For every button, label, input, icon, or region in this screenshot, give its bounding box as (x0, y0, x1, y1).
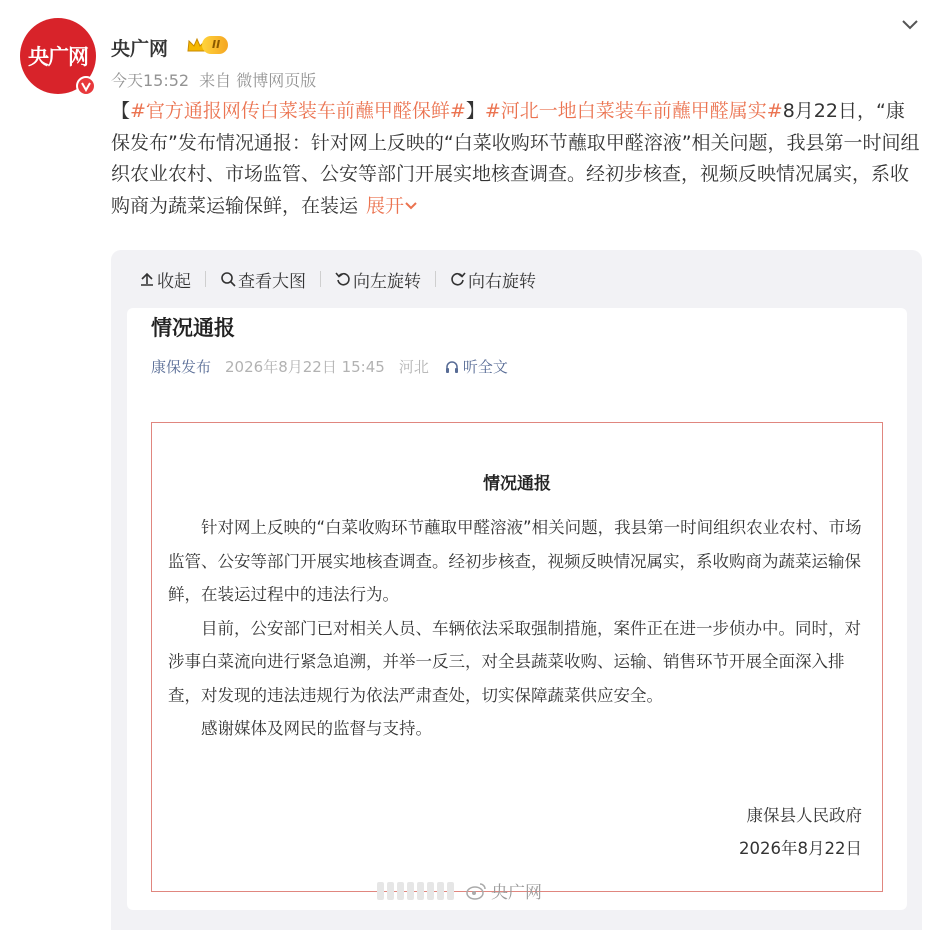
expand-button[interactable] (366, 195, 418, 217)
toolbar-divider (205, 271, 206, 287)
article-meta (151, 356, 508, 377)
article-location: 河北 (398, 358, 429, 376)
post-time[interactable]: 今天15:52 (111, 71, 190, 90)
view-large-button[interactable] (220, 267, 306, 292)
document-paragraph: 目前，公安部门已对相关人员、车辆依法采取强制措施，案件正在进一步侦办中。同时，对涉事白菜流向进行紧急追溯，并举一反三，对全县蔬菜收购、运输、销售环节开展全面深入排查，对发现的违法违规行为依法严肃查处，切实保障蔬菜供应安全。 (168, 618, 861, 705)
arrow-up-icon (139, 271, 155, 287)
toolbar-divider (435, 271, 436, 287)
rotate-left-label: 向左旋转 (353, 271, 421, 292)
collapse-label: 收起 (157, 271, 191, 292)
media-viewer (111, 250, 922, 930)
author-name[interactable]: 央广网 (111, 38, 169, 60)
rotate-left-button[interactable] (335, 267, 421, 292)
document-signature-block (739, 799, 862, 865)
weibo-logo-icon (465, 880, 487, 902)
view-large-label: 查看大图 (238, 271, 306, 292)
document-signature: 康保县人民政府 (746, 806, 862, 825)
hashtag-2[interactable]: #河北一地白菜装车前蘸甲醛属实# (484, 100, 783, 122)
search-icon (220, 271, 236, 287)
listen-button (445, 356, 508, 377)
article-date: 2026年8月22日 15:45 (225, 358, 385, 376)
article-source: 康保发布 (151, 358, 212, 376)
chevron-down-icon (404, 201, 418, 211)
verified-icon (76, 76, 96, 96)
chevron-down-icon[interactable] (900, 14, 920, 34)
document-body (168, 511, 868, 746)
article-image[interactable] (127, 308, 907, 910)
post-body: 8月22日，“康保发布”发布情况通报：针对网上反映的“白菜收购环节蘸取甲醛溶液”相关问题，我县第一时间组织农业农村、市场监管、公安等部门开展实地核查调查。经初步核查，视频反映情况属实，系收购商为蔬菜运输保鲜，在装运 (111, 100, 920, 217)
rotate-left-icon (335, 271, 351, 287)
watermark-bars (377, 882, 457, 900)
document-sign-date: 2026年8月22日 (739, 839, 862, 858)
listen-label: 听全文 (462, 358, 508, 376)
headphones-icon (445, 360, 459, 374)
rotate-right-button[interactable] (450, 267, 536, 292)
post-text (111, 96, 921, 222)
post-source: 来自 微博网页版 (199, 71, 317, 90)
document-paragraph: 针对网上反映的“白菜收购环节蘸取甲醛溶液”相关问题，我县第一时间组织农业农村、市场监管、公安等部门开展实地核查调查。经初步核查，视频反映情况属实，系收购商为蔬菜运输保鲜，在装运过程中的违法行为。 (168, 518, 862, 604)
collapse-button[interactable] (139, 267, 191, 292)
rotate-right-label: 向右旋转 (468, 271, 536, 292)
document-paragraph: 感谢媒体及网民的监督与支持。 (201, 719, 432, 738)
bracket-close: 】 (465, 100, 485, 122)
rotate-right-icon (450, 271, 466, 287)
member-badge[interactable] (186, 36, 228, 54)
watermark-text: 央广网 (491, 883, 542, 903)
media-toolbar (111, 250, 922, 308)
toolbar-divider (320, 271, 321, 287)
expand-label: 展开 (366, 194, 405, 217)
document-title: 情况通报 (483, 474, 551, 494)
watermark (377, 878, 542, 903)
bracket-open: 【 (111, 100, 131, 122)
article-title: 情况通报 (151, 316, 235, 340)
badge-level: II (202, 36, 228, 54)
avatar-text: 央广网 (28, 45, 88, 69)
post-meta (111, 68, 326, 91)
notice-document (151, 422, 883, 903)
hashtag-1[interactable]: #官方通报网传白菜装车前蘸甲醛保鲜# (130, 100, 466, 122)
